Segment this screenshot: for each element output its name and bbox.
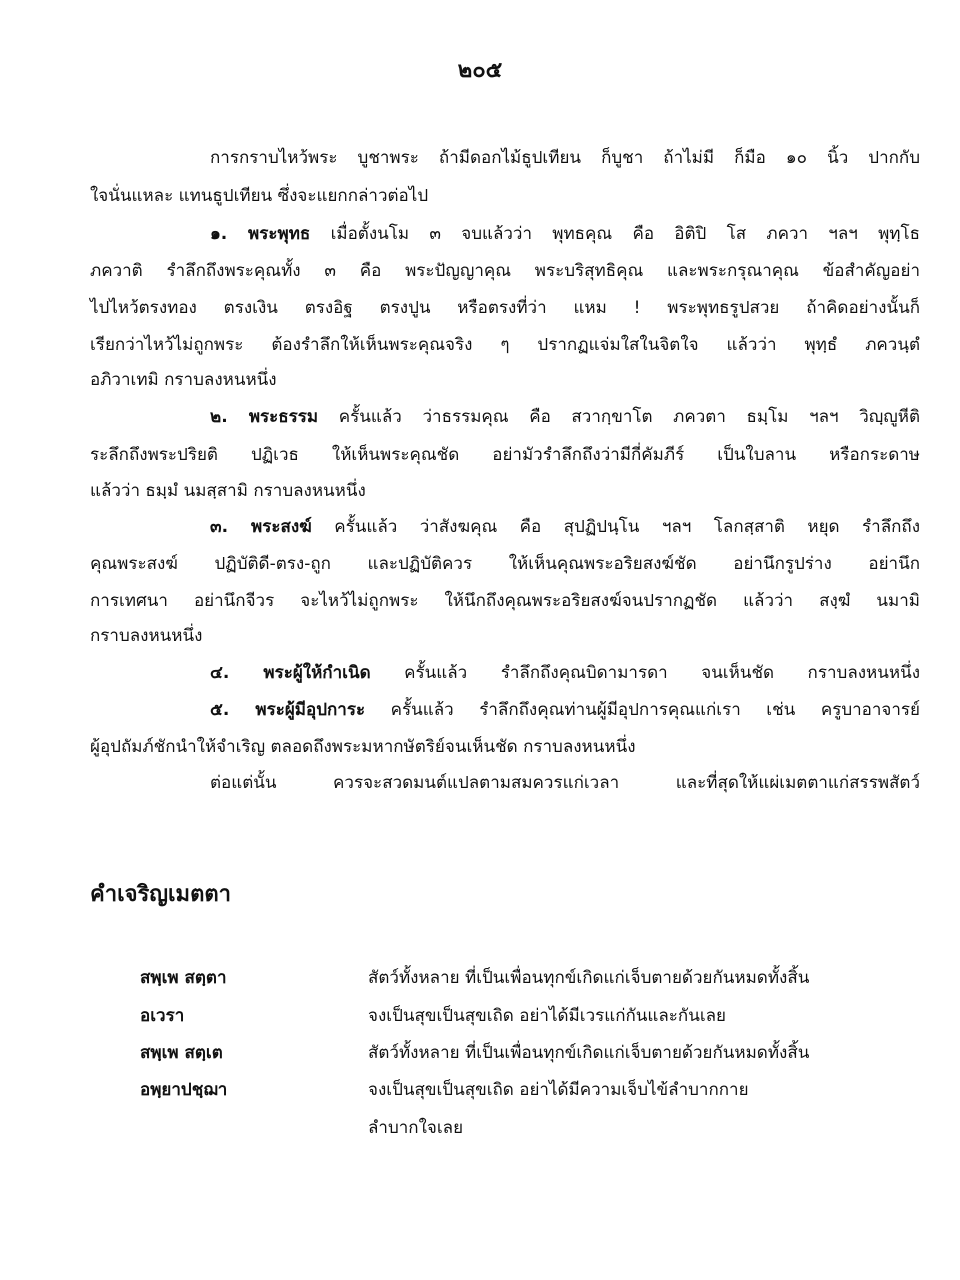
section-heading: คำเจริญเมตตา: [90, 882, 231, 907]
metta-translation-2: จงเป็นสุขเป็นสุขเถิด อย่าได้มีเวรแก่กันและกันเลย: [368, 1006, 727, 1026]
item-4-text: ครั้นแล้ว รำลึกถึงคุณบิดามารดา จนเห็นชัด กราบลงหนหนึ่ง: [404, 663, 920, 683]
item-5-title: ๕. พระผู้มีอุปการะ: [210, 700, 366, 720]
item-2-line-1: [210, 405, 920, 429]
item-1-line-2: ภควาติ รำลึกถึงพระคุณทั้ง ๓ คือ พระปัญญาคุณ พระบริสุทธิคุณ และพระกรุณาคุณ ข้อสำคัญอย่า: [90, 261, 920, 281]
item-1-text: เมื่อตั้งนโม ๓ จบแล้วว่า พุทธคุณ คือ อิติปิ โส ภควา ฯลฯ พุทฺโธ: [330, 224, 920, 244]
item-2-line-2: ระลึกถึงพระปริยติ ปฏิเวธ ให้เห็นพระคุณชัด อย่ามัวรำลึกถึงว่ามีกี่คัมภีร์ เป็นใบลาน หรือกระดาษ: [90, 445, 920, 465]
item-1-line-3: ไปไหว้ตรงทอง ตรงเงิน ตรงอิฐ ตรงปูน หรือตรงที่ว่า แหม ! พระพุทธรูปสวย ถ้าคิดอย่างนั้นก็: [90, 298, 920, 318]
metta-pali-2: อเวรา: [140, 1006, 185, 1026]
item-3-line-4: กราบลงหนหนึ่ง: [90, 626, 203, 646]
metta-pali-3: สพฺเพ สตฺเต: [140, 1043, 223, 1063]
item-5-line-2: ผู้อุปถัมภ์ชักนำให้จำเริญ ตลอดถึงพระมหากษัตริย์จนเห็นชัด กราบลงหนหนึ่ง: [90, 737, 636, 757]
intro-line-1: การกราบไหว้พระ บูชาพระ ถ้ามีดอกไม้ธูปเทียน ก็บูชา ถ้าไม่มี ก็มือ ๑๐ นิ้ว ปากกับ: [210, 148, 920, 168]
item-1-line-5: อภิวาเทมิ กราบลงหนหนึ่ง: [90, 370, 277, 390]
item-4-title: ๔. พระผู้ให้กำเนิด: [210, 663, 371, 683]
metta-translation-4: จงเป็นสุขเป็นสุขเถิด อย่าได้มีความเจ็บไข้ลำบากกาย: [368, 1080, 749, 1100]
item-5-line-1: [210, 698, 920, 722]
item-1-line-4: เรียกว่าไหว้ไม่ถูกพระ ต้องรำลึกให้เห็นพระคุณจริง ๆ ปรากฏแจ่มใสในจิตใจ แล้วว่า พุทฺธํ ภควนฺตํ: [90, 335, 920, 355]
metta-translation-3: สัตว์ทั้งหลาย ที่เป็นเพื่อนทุกข์เกิดแก่เจ็บตายด้วยกันหมดทั้งสิ้น: [368, 1043, 810, 1063]
metta-pali-4: อพฺยาปชฺฌา: [140, 1080, 228, 1100]
item-4-line-1: [210, 661, 920, 685]
item-1-title: ๑. พระพุทธ: [210, 224, 311, 244]
closing-line: ต่อแต่นั้น ควรจะสวดมนต์แปลตามสมควรแก่เวลา และที่สุดให้แผ่เมตตาแก่สรรพสัตว์: [210, 773, 920, 793]
metta-pali-1: สพฺเพ สตฺตา: [140, 968, 227, 988]
intro-line-2: ใจนั่นแหละ แทนธูปเทียน ซึ่งจะแยกกล่าวต่อไป: [90, 186, 429, 206]
item-5-text: ครั้นแล้ว รำลึกถึงคุณท่านผู้มีอุปการคุณแก่เรา เช่น ครูบาอาจารย์: [390, 700, 921, 720]
item-3-title: ๓. พระสงฆ์: [210, 517, 312, 537]
item-3-line-1: [210, 515, 920, 539]
metta-translation-1: สัตว์ทั้งหลาย ที่เป็นเพื่อนทุกข์เกิดแก่เจ็บตายด้วยกันหมดทั้งสิ้น: [368, 968, 810, 988]
item-2-line-3: แล้วว่า ธมฺมํ นมสฺสามิ กราบลงหนหนึ่ง: [90, 481, 366, 501]
item-3-line-2: คุณพระสงฆ์ ปฏิบัติดี-ตรง-ถูก และปฏิบัติควร ให้เห็นคุณพระอริยสงฆ์ชัด อย่านึกรูปร่าง อย่านึก: [90, 554, 920, 574]
item-3-text: ครั้นแล้ว ว่าสังฆคุณ คือ สุปฏิปนฺโน ฯลฯ โลกสฺสาติ หยุด รำลึกถึง: [334, 517, 921, 537]
page-number: ๒๐๕: [457, 58, 503, 83]
item-1-line-1: [210, 222, 920, 246]
item-2-title: ๒. พระธรรม: [210, 407, 319, 427]
item-3-line-3: การเทศนา อย่านึกจีวร จะไหว้ไม่ถูกพระ ให้นึกถึงคุณพระอริยสงฆ์จนปรากฏชัด แล้วว่า สงฺฆํ นมามิ: [90, 591, 920, 611]
item-2-text: ครั้นแล้ว ว่าธรรมคุณ คือ สวากฺขาโต ภควตา ธมฺโม ฯลฯ วิญฺญูหีติ: [338, 407, 921, 427]
metta-translation-continuation: ลำบากใจเลย: [368, 1118, 464, 1138]
